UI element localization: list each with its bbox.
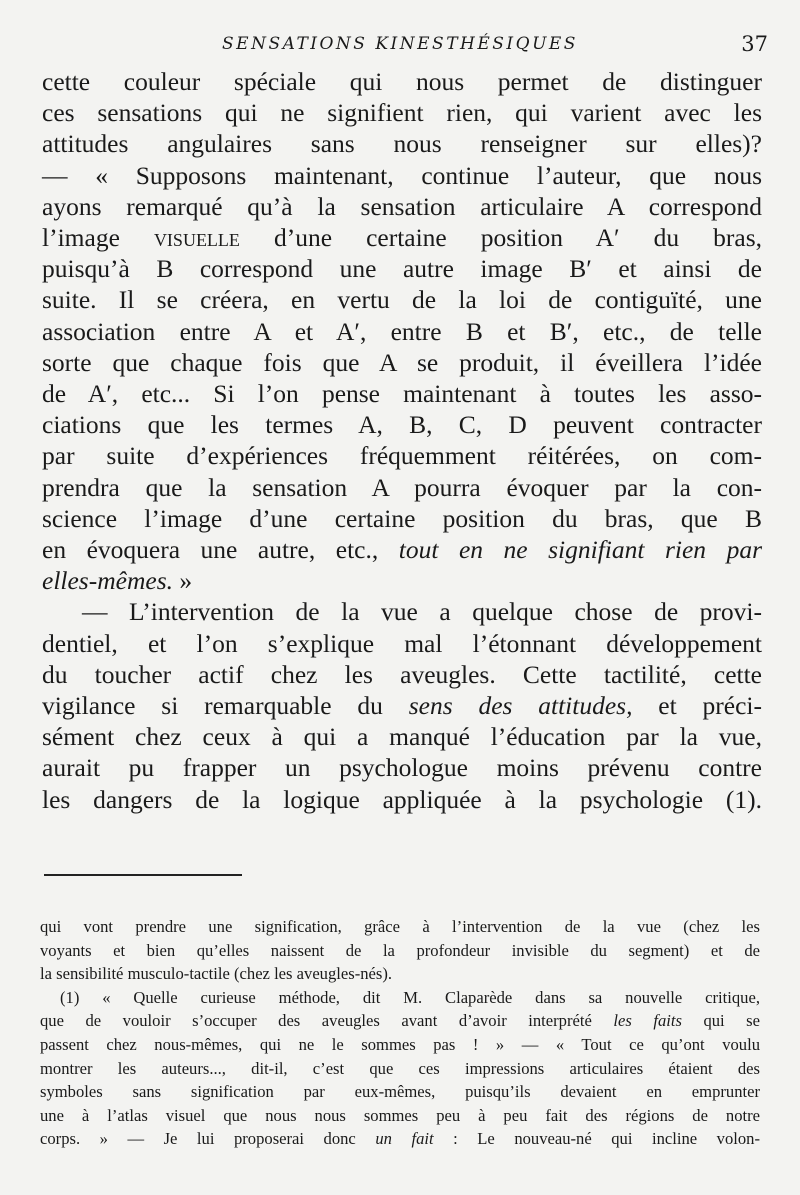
text-line: ayons remarqué qu’à la sensation articulaire A correspond xyxy=(42,191,762,221)
text-line: — « Supposons maintenant, continue l’auteur, que nous xyxy=(42,160,762,190)
text-line: dentiel, et l’on s’explique mal l’étonnant développement xyxy=(42,628,762,658)
text-line: l’image visuelle d’une certaine position A′ du bras, xyxy=(42,223,763,253)
main-text xyxy=(42,66,762,815)
footnote-line: que de vouloir s’occuper des aveugles avant d’avoir interprété les faits qui se xyxy=(40,1011,760,1031)
text-line: prendra que la sensation A pourra évoquer par la con- xyxy=(42,472,762,502)
italic-phrase: un fait xyxy=(375,1129,434,1149)
footnotes xyxy=(40,915,760,1151)
text-line: sément chez ceux à qui a manqué l’éducation par la vue, xyxy=(42,722,762,752)
text-line: en évoquera une autre, etc., tout en ne signifiant rien par xyxy=(42,535,762,565)
footnote-rule xyxy=(44,874,242,876)
text-line: puisqu’à B correspond une autre image B′ et ainsi de xyxy=(42,254,762,284)
small-caps-word: visuelle xyxy=(153,223,240,253)
italic-phrase: les faits xyxy=(613,1011,682,1031)
footnote-line: corps. » — Je lui proposerai donc un fait : Le nouveau-né qui incline volon- xyxy=(40,1129,760,1149)
footnote-line: (1) « Quelle curieuse méthode, dit M. Claparède dans sa nouvelle critique, xyxy=(60,987,760,1007)
footnote-line: la sensibilité musculo-tactile (chez les aveugles-nés). xyxy=(40,964,393,984)
text-line: sorte que chaque fois que A se produit, il éveillera l’idée xyxy=(42,347,762,377)
italic-phrase: tout en ne signifiant rien par xyxy=(398,535,762,565)
page-number: 37 xyxy=(741,32,768,56)
text-line: ces sensations qui ne signifient rien, qui varient avec les xyxy=(42,98,762,128)
text-line: association entre A et A′, entre B et B′, etc., de telle xyxy=(42,316,762,346)
italic-phrase: elles-mêmes. xyxy=(42,566,173,596)
footnote-line: qui vont prendre une signification, grâce à l’intervention de la vue (chez les xyxy=(40,917,760,936)
footnote-line: symboles sans signification par eux-mêmes, puisqu’ils devaient en emprunter xyxy=(40,1082,760,1102)
page-header xyxy=(0,32,800,62)
footnote-continuation xyxy=(40,915,760,986)
footnote-1 xyxy=(40,986,760,1151)
text-line: les dangers de la logique appliquée à la psychologie (1). xyxy=(42,784,762,814)
text-line: vigilance si remarquable du sens des attitudes, et préci- xyxy=(42,691,762,721)
text-line: de A′, etc... Si l’on pense maintenant à toutes les asso- xyxy=(42,379,762,409)
paragraph xyxy=(42,66,762,596)
text-line: — L’intervention de la vue a quelque chose de provi- xyxy=(82,597,762,627)
text-line: science l’image d’une certaine position du bras, que B xyxy=(42,503,762,533)
footnote-line: passent chez nous-mêmes, qui ne le sommes pas ! » — « Tout ce qu’ont voulu xyxy=(40,1034,760,1054)
running-head: SENSATIONS KINESTHÉSIQUES xyxy=(222,34,578,54)
footnote-line: voyants et bien qu’elles naissent de la profondeur invisible du segment) et de xyxy=(40,940,760,960)
text-line: ciations que les termes A, B, C, D peuvent contracter xyxy=(42,410,762,440)
text-line: suite. Il se créera, en vertu de la loi de contiguïté, une xyxy=(42,285,762,315)
italic-phrase: sens des attitudes, xyxy=(408,691,633,721)
text-line: attitudes angulaires sans nous renseigner sur elles)? xyxy=(42,129,762,159)
text-line: cette couleur spéciale qui nous permet de distinguer xyxy=(42,67,762,96)
text-line: par suite d’expériences fréquemment réitérées, on com- xyxy=(42,441,762,471)
text-line: elles-mêmes. » xyxy=(42,566,193,596)
footnote-line: montrer les auteurs..., dit-il, c’est que ces impressions articulaires étaient des xyxy=(40,1058,760,1078)
text-line: aurait pu frapper un psychologue moins prévenu contre xyxy=(42,753,762,783)
footnote-line: une à l’atlas visuel que nous nous sommes peu à peu fait des régions de notre xyxy=(40,1105,760,1125)
paragraph xyxy=(42,596,762,814)
text-line: du toucher actif chez les aveugles. Cette tactilité, cette xyxy=(42,659,762,689)
